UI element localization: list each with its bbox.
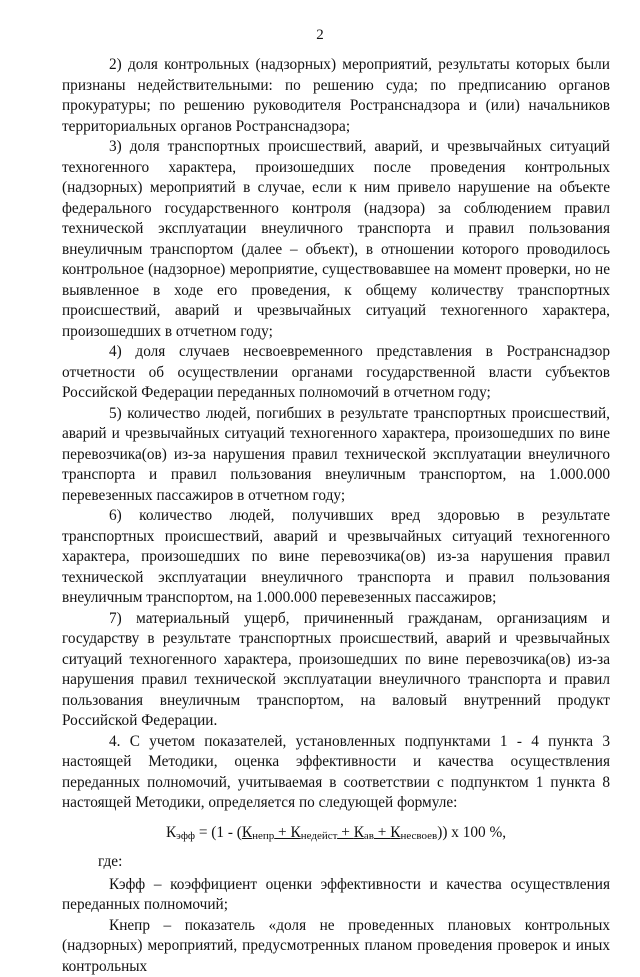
- formula-lhs-sub: эфф: [176, 830, 195, 842]
- formula-lhs: К: [166, 824, 176, 841]
- definition-k-eff: Кэфф – коэффициент оценки эффективности и качества осуществления переданных полномочий;: [62, 875, 610, 916]
- formula-tail: )) х 100 %,: [437, 824, 506, 841]
- formula-plus-2: +: [337, 824, 353, 841]
- page-number: 2: [0, 26, 640, 44]
- formula-term-4-sub: несвоев: [400, 830, 437, 842]
- paragraph-item-3: 3) доля транспортных происшествий, аварий, и чрезвычайных ситуаций техногенного характера, произошедших после проведения контрольных (надзорных) мероприятий в случае, если к ним привело нарушение на объекте федерального государственного контроля (надзора) за соблюдением правил технической эксплуатации внеуличного транспорта и правил пользования внеуличным транспортом (далее – объект), в отношении которого проводилось контрольное (надзорное) мероприятие, существовавшее на момент проверки, но не выявленное в ходе его проведения, к общему количеству транспортных происшествий, аварий и чрезвычайных ситуаций техногенного характера, произошедших в отчетном году;: [62, 137, 610, 342]
- formula-term-3: К: [354, 824, 364, 841]
- formula-term-3-sub: ав: [364, 830, 374, 842]
- formula-term-4: К: [390, 824, 400, 841]
- efficiency-formula: [62, 823, 610, 847]
- where-label: где:: [62, 852, 610, 873]
- paragraph-item-4: 4) доля случаев несвоевременного представления в Ространснадзор отчетности об осуществлении органами государственной власти субъектов Российской Федерации переданных полномочий в отчетном году;: [62, 342, 610, 404]
- formula-term-2-sub: недейст: [301, 830, 338, 842]
- formula-sum: [242, 824, 437, 841]
- formula-term-2: К: [291, 824, 301, 841]
- paragraph-item-5: 5) количество людей, погибших в результате транспортных происшествий, аварий и чрезвычайных ситуаций техногенного характера, произошедших по вине перевозчика(ов) из-за нарушения правил технической эксплуатации внеуличного транспорта и правил пользования внеуличным транспортом, на 1.000.000 перевезенных пассажиров в отчетном году;: [62, 404, 610, 507]
- document-body: [62, 55, 610, 977]
- formula-plus-3: +: [374, 824, 390, 841]
- paragraph-clause-4: 4. С учетом показателей, установленных подпунктами 1 - 4 пункта 3 настоящей Методики, оценка эффективности и качества осуществления переданных полномочий, учитываемая в соответствии с подпунктом 1 пункта 8 настоящей Методики, определяется по следующей формуле:: [62, 732, 610, 814]
- paragraph-item-7: 7) материальный ущерб, причиненный гражданам, организациям и государству в результате транспортных происшествий, аварий и чрезвычайных ситуаций техногенного характера, произошедших по вине перевозчика(ов) из-за нарушения правил технической эксплуатации внеуличного транспорта и правил пользования внеуличным транспортом, на валовый внутренний продукт Российской Федерации.: [62, 609, 610, 732]
- definition-k-nepr: Кнепр – показатель «доля не проведенных плановых контрольных (надзорных) мероприятий, предусмотренных планом проведения проверок и иных контрольных: [62, 916, 610, 977]
- formula-plus-1: +: [274, 824, 290, 841]
- formula-term-1: К: [242, 824, 252, 841]
- formula-term-1-sub: непр: [252, 830, 274, 842]
- formula-middle: = (1 - (: [195, 824, 242, 841]
- paragraph-item-2: 2) доля контрольных (надзорных) мероприятий, результаты которых были признаны недействительными: по решению суда; по предписанию органов прокуратуры; по решению руководителя Ространснадзора и (или) начальников территориальных органов Ространснадзора;: [62, 55, 610, 137]
- paragraph-item-6: 6) количество людей, получивших вред здоровью в результате транспортных происшествий, аварий и чрезвычайных ситуаций техногенного характера, произошедших по вине перевозчика(ов) из-за нарушения правил технической эксплуатации внеуличного транспорта и правил пользования внеуличным транспортом, на 1.000.000 перевезенных пассажиров;: [62, 506, 610, 609]
